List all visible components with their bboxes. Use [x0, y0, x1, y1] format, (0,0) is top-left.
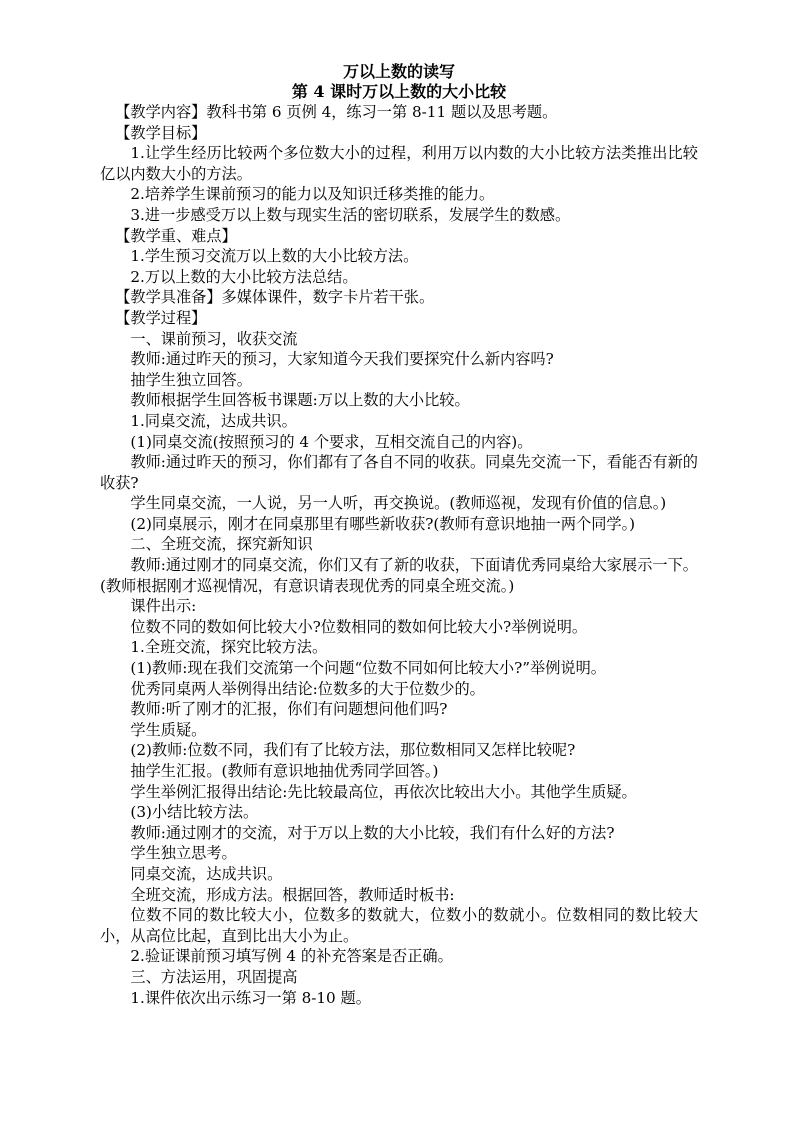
body-paragraph: 抽学生汇报。(教师有意识地抽优秀同学回答。) [130, 762, 439, 780]
body-paragraph: 3.进一步感受万以上数与现实生活的密切联系，发展学生的数感。 [130, 205, 571, 224]
body-paragraph: 抽学生独立回答。 [130, 370, 252, 389]
body-paragraph: 课件出示: [130, 597, 197, 616]
body-paragraph: 2.培养学生课前预习的能力以及知识迁移类推的能力。 [130, 185, 495, 204]
body-paragraph: 2.验证课前预习填写例 4 的补充答案是否正确。 [130, 947, 453, 966]
body-paragraph: 1.同桌交流，达成共识。 [130, 411, 297, 430]
body-paragraph: 教师:通过刚才的交流，对于万以上数的大小比较，我们有什么好的方法? [130, 823, 615, 842]
body-paragraph: 【教学重、难点】 [115, 226, 237, 245]
body-paragraph: (2)同桌展示，刚才在同桌那里有哪些新收获?(教师有意识地抽一两个同学。) [130, 514, 636, 533]
body-paragraph: 1.全班交流，探究比较方法。 [130, 638, 328, 657]
body-paragraph: 位数不同的数如何比较大小?位数相同的数如何比较大小?举例说明。 [130, 617, 588, 636]
body-paragraph: 教师根据学生回答板书课题:万以上数的大小比较。 [130, 391, 470, 410]
body-paragraph: (3)小结比较方法。 [130, 803, 259, 822]
body-paragraph: 全班交流，形成方法。根据回答，教师适时板书: [130, 885, 455, 904]
body-paragraph: 教师:通过昨天的预习，你们都有了各自不同的收获。同桌先交流一下，看能否有新的收获? [100, 453, 698, 492]
body-paragraph: 2.万以上数的大小比较方法总结。 [130, 267, 358, 286]
body-paragraph: 学生举例汇报得出结论:先比较最高位，再依次比较出大小。其他学生质疑。 [130, 782, 637, 801]
lesson-subtitle: 第 4 课时万以上数的大小比较 [291, 82, 507, 101]
body-paragraph: 1.让学生经历比较两个多位数大小的过程，利用万以内数的大小比较方法类推出比较亿以内数大小的方法。 [100, 144, 698, 183]
body-paragraph: 学生质疑。 [130, 720, 207, 739]
body-paragraph: 教师:听了刚才的汇报，你们有问题想问他们吗? [130, 700, 448, 719]
body-paragraph: 同桌交流，达成共识。 [130, 864, 283, 883]
body-paragraph: 【教学具准备】多媒体课件，数字卡片若干张。 [115, 288, 435, 307]
body-paragraph: 【教学内容】教科书第 6 页例 4，练习一第 8-11 题以及思考题。 [115, 103, 558, 121]
document-title: 万以上数的读写 [342, 62, 455, 81]
body-paragraph: 【教学目标】 [115, 123, 207, 142]
body-paragraph: 一、课前预习，收获交流 [130, 329, 298, 348]
body-paragraph: (2)教师:位数不同，我们有了比较方法，那位数相同又怎样比较呢? [130, 741, 576, 760]
body-paragraph: (1)同桌交流(按照预习的 4 个要求，互相交流自己的内容)。 [130, 432, 533, 451]
body-paragraph: (1)教师:现在我们交流第一个问题“位数不同如何比较大小?”举例说明。 [130, 659, 606, 678]
body-paragraph: 学生独立思考。 [130, 844, 237, 863]
body-paragraph: 优秀同桌两人举例得出结论:位数多的大于位数少的。 [130, 679, 485, 698]
body-paragraph: 教师:通过刚才的同桌交流，你们又有了新的收获，下面请优秀同桌给大家展示一下。(教师根据刚才巡视情况，有意识请表现优秀的同桌全班交流。) [100, 556, 698, 595]
body-paragraph: 学生同桌交流，一人说，另一人听，再交换说。(教师巡视，发现有价值的信息。) [130, 494, 667, 513]
body-paragraph: 教师:通过昨天的预习，大家知道今天我们要探究什么新内容吗? [130, 350, 554, 369]
body-paragraph: 1.学生预习交流万以上数的大小比较方法。 [130, 247, 419, 266]
body-paragraph: 二、全班交流，探究新知识 [130, 535, 313, 554]
body-paragraph: 位数不同的数比较大小，位数多的数就大，位数小的数就小。位数相同的数比较大小，从高位比起，直到比出大小为止。 [100, 906, 698, 945]
body-paragraph: 【教学过程】 [115, 308, 207, 327]
body-paragraph: 三、方法运用，巩固提高 [130, 967, 298, 986]
document-body [100, 102, 698, 1008]
body-paragraph: 1.课件依次出示练习一第 8-10 题。 [130, 988, 371, 1007]
